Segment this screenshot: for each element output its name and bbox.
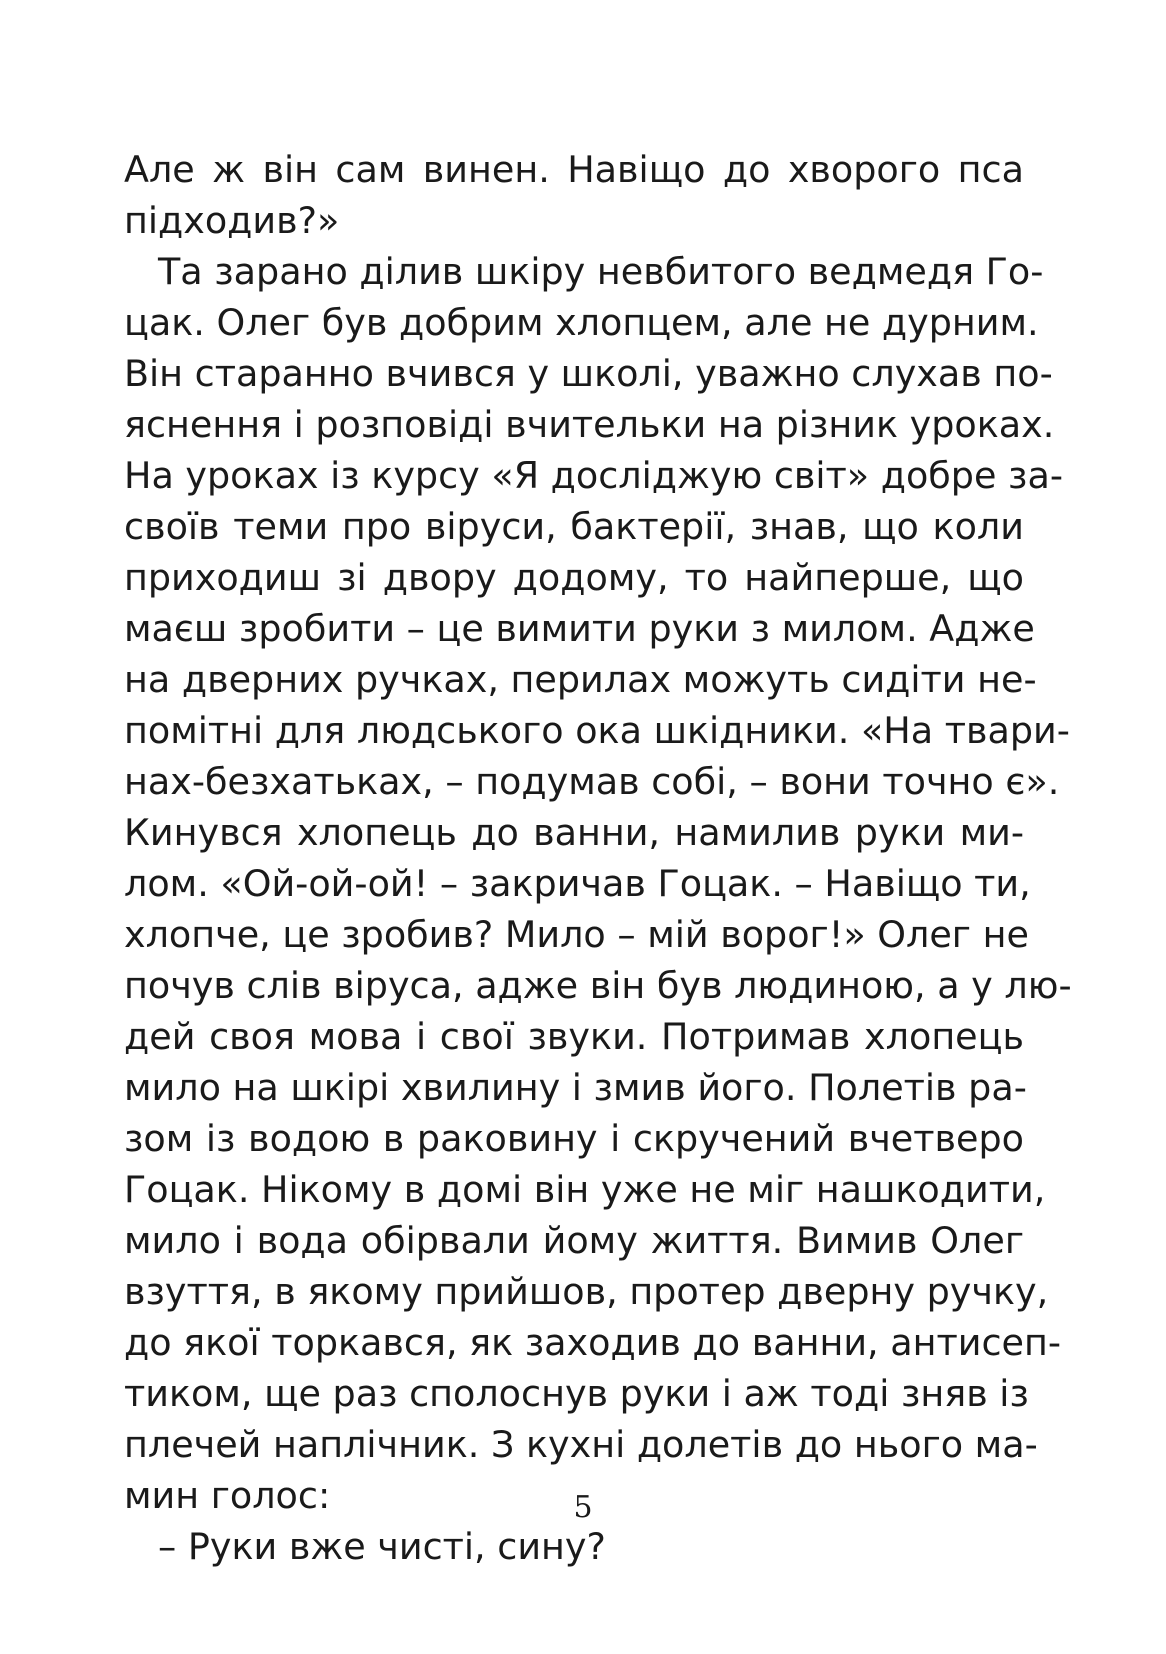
text-line: Та зарано ділив шкіру невбитого ведмедя Го- — [158, 250, 1044, 293]
text-line: лом. «Ой-ой-ой! – закричав Гоцак. – Навіщо ти, — [124, 862, 1031, 905]
text-line: взуття, в якому прийшов, протер дверну ручку, — [124, 1270, 1049, 1313]
text-line: почув слів віруса, адже він був людиною, а у лю- — [124, 964, 1072, 1007]
text-line: підходив?» — [124, 199, 340, 242]
text-line: цак. Олег був добрим хлопцем, але не дурним. — [124, 301, 1039, 344]
text-line: приходиш зі двору додому, то найперше, що — [124, 556, 1024, 599]
text-line: На уроках із курсу «Я досліджую світ» добре за- — [124, 454, 1063, 497]
text-line: помітні для людського ока шкідники. «На твари- — [124, 709, 1070, 752]
text-line: зом із водою в раковину і скручений вчетверо — [124, 1117, 1024, 1160]
text-line: хлопче, це зробив? Мило – мій ворог!» Олег не — [124, 913, 1029, 956]
text-line: маєш зробити – це вимити руки з милом. Адже — [124, 607, 1035, 650]
text-line: Кинувся хлопець до ванни, намилив руки ми- — [124, 811, 1024, 854]
text-line: до якої торкався, як заходив до ванни, антисеп- — [124, 1321, 1062, 1364]
text-line: плечей наплічник. З кухні долетів до нього ма- — [124, 1423, 1038, 1466]
page-number: 5 — [573, 1490, 593, 1525]
text-line: мило і вода обірвали йому життя. Вимив Олег — [124, 1219, 1024, 1262]
text-line: яснення і розповіді вчительки на різник уроках. — [124, 403, 1055, 446]
text-line: Він старанно вчився у школі, уважно слухав по- — [124, 352, 1053, 395]
text-line: – Руки вже чисті, сину? — [158, 1525, 606, 1568]
text-line: тиком, ще раз сполоснув руки і аж тоді зняв із — [124, 1372, 1029, 1415]
text-line: Але ж він сам винен. Навіщо до хворого пса — [124, 148, 1024, 191]
text-line: мин голос: — [124, 1474, 331, 1517]
text-line: мило на шкірі хвилину і змив його. Полетів ра- — [124, 1066, 1027, 1109]
text-line: своїв теми про віруси, бактерії, знав, що коли — [124, 505, 1024, 548]
body-text — [124, 144, 1072, 1572]
text-line: на дверних ручках, перилах можуть сидіти не- — [124, 658, 1037, 701]
text-line: дей своя мова і свої звуки. Потримав хлопець — [124, 1015, 1024, 1058]
text-line: Гоцак. Нікому в домі він уже не міг нашкодити, — [124, 1168, 1046, 1211]
text-line: нах-безхатьках, – подумав собі, – вони точно є». — [124, 760, 1060, 803]
